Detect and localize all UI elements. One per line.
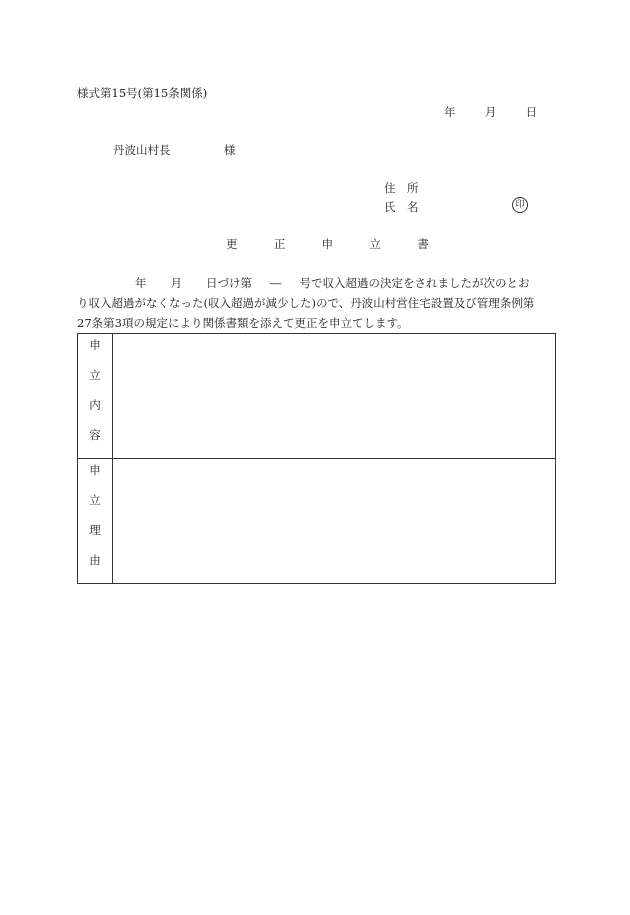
table-row (78, 334, 556, 459)
body-line-2: り収入超過がなくなった(収入超過が減少した)ので、丹波山村営住宅設置及び管理条例第 (77, 296, 535, 310)
document-title (226, 236, 429, 252)
statement-content-field[interactable] (113, 334, 556, 459)
row-label-reason (78, 459, 112, 583)
body-ref: 日づけ第 (206, 276, 252, 290)
row-label-cell (78, 459, 113, 584)
declaration-text (77, 273, 534, 333)
addressee-honorific: 様 (223, 143, 236, 157)
body-rest: 号で収入超過の決定をされましたが次のとお (299, 276, 530, 290)
body-dash: ― (270, 276, 282, 290)
address-label: 住 所 (384, 181, 419, 195)
date-line (444, 104, 537, 120)
title-char: 申 (321, 237, 334, 251)
label-char: 容 (89, 428, 101, 442)
title-char: 更 (226, 237, 238, 251)
label-char: 内 (89, 398, 101, 412)
statement-reason-field[interactable] (113, 459, 556, 584)
label-char: 立 (89, 493, 101, 507)
date-month-label: 月 (484, 105, 497, 119)
body-line-3: 27条第3項の規定により関係書類を添えて更正を申立てします。 (77, 316, 409, 330)
label-char: 申 (89, 338, 101, 352)
label-char: 立 (89, 368, 101, 382)
label-char: 申 (89, 463, 101, 477)
row-label-content (78, 334, 112, 458)
body-year: 年 (135, 276, 147, 290)
title-char: 書 (417, 237, 429, 251)
body-line-1 (77, 273, 534, 293)
table-row (78, 459, 556, 584)
addressee (113, 142, 235, 158)
body-month: 月 (170, 276, 182, 290)
seal-mark: 印 (512, 197, 528, 213)
name-label: 氏 名 (384, 200, 419, 214)
statement-table (77, 333, 556, 584)
label-char: 由 (89, 553, 101, 567)
title-char: 正 (273, 237, 286, 251)
date-day-label: 日 (525, 105, 538, 119)
date-year-label: 年 (444, 105, 456, 119)
label-char: 理 (89, 523, 101, 537)
form-number: 様式第15号(第15条関係) (77, 86, 208, 100)
row-label-cell (78, 334, 113, 459)
title-char: 立 (369, 237, 381, 251)
addressee-name: 丹波山村長 (113, 143, 171, 157)
